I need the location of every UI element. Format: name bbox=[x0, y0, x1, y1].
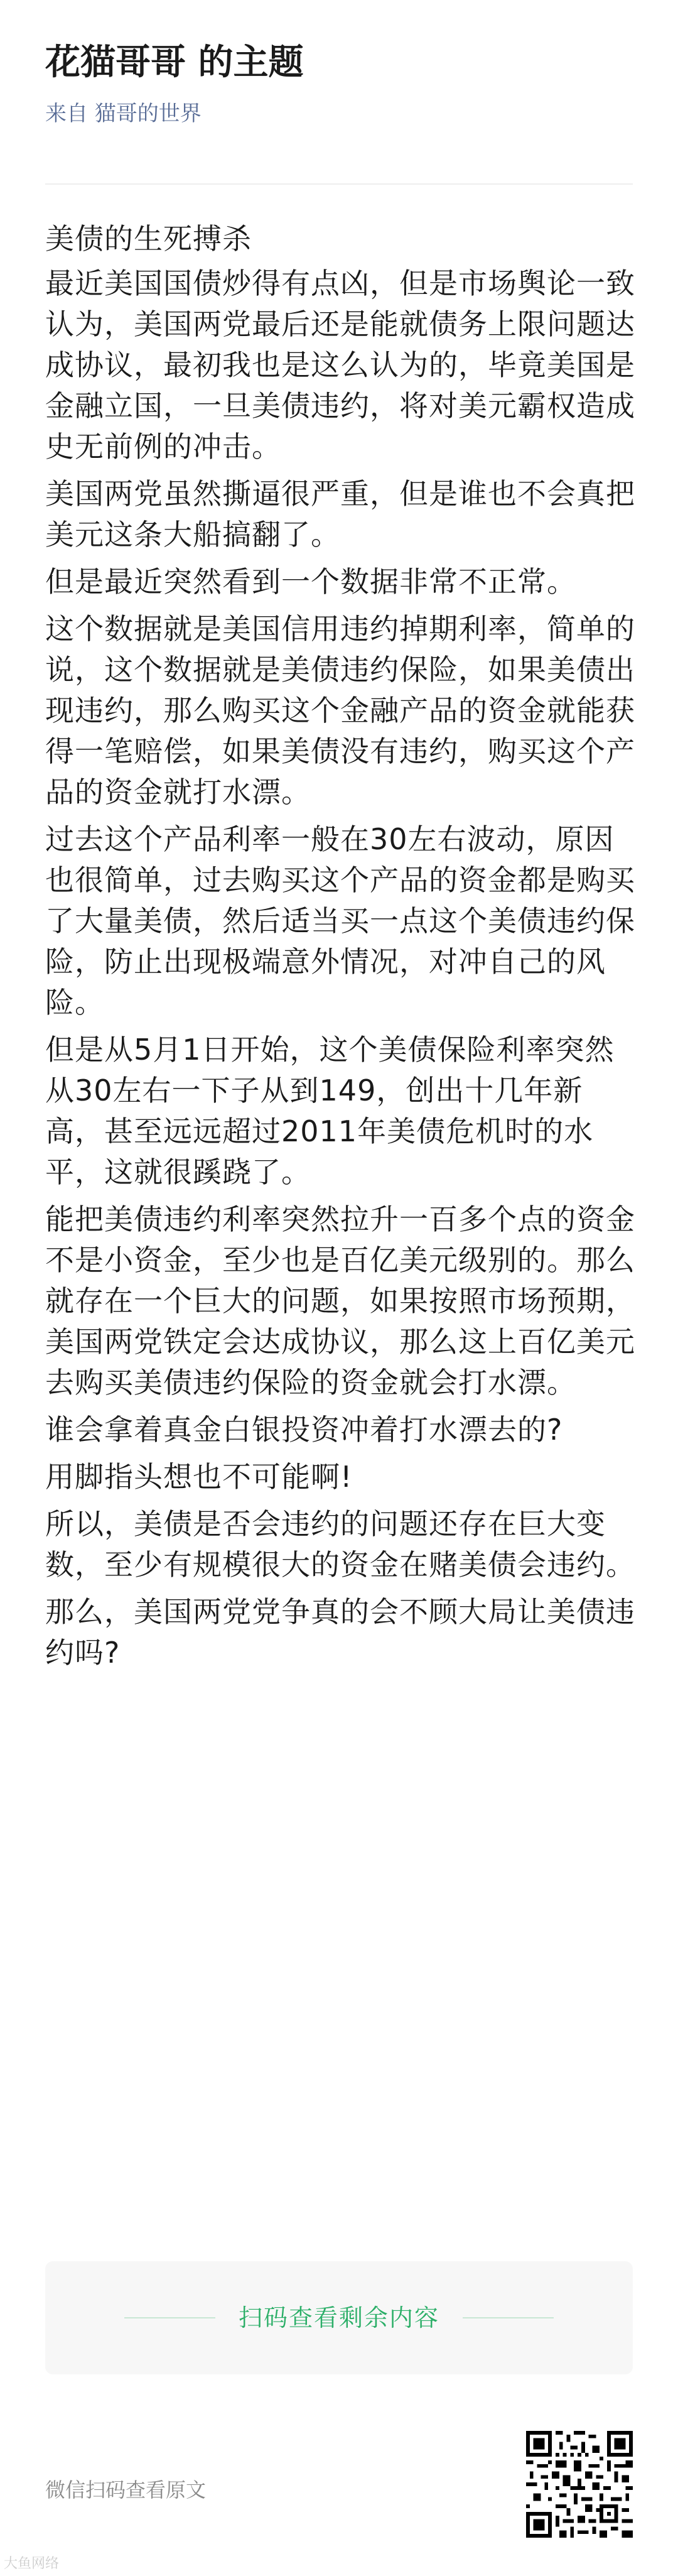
scan-to-unlock-button[interactable] bbox=[45, 2261, 633, 2374]
article-paragraph: 最近美国国债炒得有点凶，但是市场舆论一致认为，美国两党最后还是能就债务上限问题达成协议，最初我也是这么认为的，毕竟美国是金融立国，一旦美债违约，将对美元霸权造成史无前例的冲击。 bbox=[45, 266, 635, 464]
article-paragraph: 那么，美国两党党争真的会不顾大局让美债违约吗? bbox=[45, 1595, 635, 1670]
article-paragraph: 谁会拿着真金白银投资冲着打水漂去的? bbox=[45, 1413, 563, 1447]
decorative-line-right bbox=[463, 2317, 554, 2318]
qr-code-icon[interactable] bbox=[526, 2431, 633, 2538]
post-header bbox=[45, 38, 633, 128]
article-paragraph: 但是从5月1日开始，这个美债保险利率突然从30左右一下子从到149，创出十几年新高，甚至远远超过2011年美债危机时的水平，这就很蹊跷了。 bbox=[45, 1033, 615, 1189]
article-paragraph: 过去这个产品利率一般在30左右波动，原因也很简单，过去购买这个产品的资金都是购买了大量美债，然后适当买一点这个美债违约保险，防止出现极端意外情况，对冲自己的风险。 bbox=[45, 822, 635, 1019]
article-heading: 美债的生死搏杀 bbox=[45, 222, 252, 256]
article-paragraph: 所以，美债是否会违约的问题还存在巨大变数，至少有规模很大的资金在赌美债会违约。 bbox=[45, 1507, 635, 1582]
article-paragraph: 美国两党虽然撕逼很严重，但是谁也不会真把美元这条大船搞翻了。 bbox=[45, 477, 635, 552]
scan-to-unlock-label: 扫码查看剩余内容 bbox=[238, 2304, 439, 2332]
post-title: 花猫哥哥 的主题 bbox=[45, 42, 304, 83]
article-body bbox=[45, 219, 635, 1680]
article-paragraph: 用脚指头想也不可能啊! bbox=[45, 1460, 353, 1494]
header-divider bbox=[45, 183, 633, 185]
scan-view-original-text: 微信扫码查看原文 bbox=[45, 2478, 207, 2502]
content-fade bbox=[0, 2085, 678, 2173]
article-paragraph: 但是最近突然看到一个数据非常不正常。 bbox=[45, 565, 576, 599]
watermark-text: 大鱼网络 bbox=[4, 2556, 60, 2572]
source-link[interactable]: 来自 猫哥的世界 bbox=[45, 101, 202, 126]
article-paragraph: 能把美债违约利率突然拉升一百多个点的资金不是小资金，至少也是百亿美元级别的。那么就存在一个巨大的问题，如果按照市场预期，美国两党铁定会达成协议，那么这上百亿美元去购买美债违约保险的资金就会打水漂。 bbox=[45, 1202, 635, 1399]
article-paragraph: 这个数据就是美国信用违约掉期利率，简单的说，这个数据就是美债违约保险，如果美债出现违约，那么购买这个金融产品的资金就能获得一笔赔偿，如果美债没有违约，购买这个产品的资金就打水漂。 bbox=[45, 612, 635, 809]
